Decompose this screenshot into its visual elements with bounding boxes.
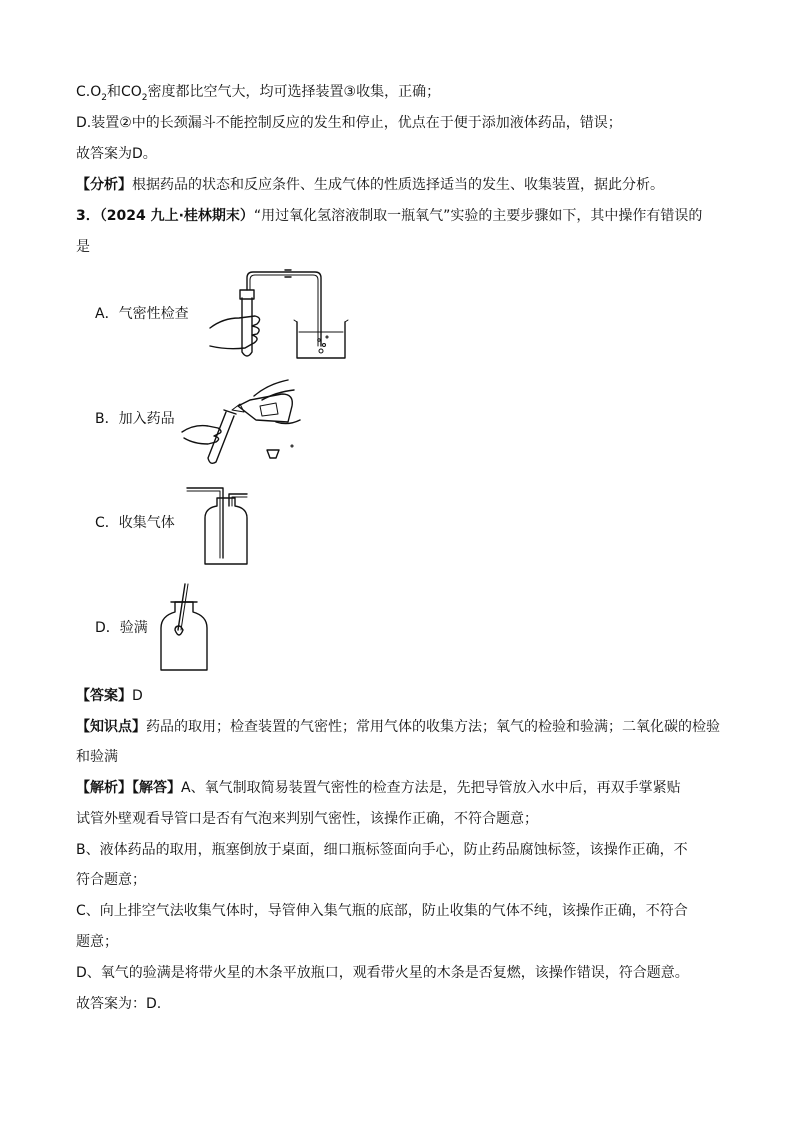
explanation-d: D、氧气的验满是将带火星的木条平放瓶口，观看带火星的木条是否复燃，该操作错误，符合题意。 [76,965,689,981]
final-answer: 故答案为：D. [76,996,162,1012]
option-c-label: C．收集气体 [95,515,175,531]
question-source: （2024 九上·桂林期末） [99,208,254,224]
oxygen-test-figure [155,582,225,674]
text-c-mid: 和CO [106,84,142,100]
gas-collection-figure [185,484,255,566]
add-reagent-figure [178,376,303,468]
knowledge-points [76,717,720,737]
analysis-text: 根据药品的状态和反应条件、生成气体的性质选择适当的发生、收集装置，据此分析。 [132,177,664,193]
text-c-rest: 密度都比空气大，均可选择装置③收集，正确； [147,84,441,100]
option-b-label: B．加入药品 [95,411,175,427]
prev-option-d-explanation: D.装置②中的长颈漏斗不能控制反应的发生和停止，优点在于便于添加液体药品，错误； [76,115,622,131]
question-stem-line2: 是 [76,239,90,255]
question-stem-line1: “用过氧化氢溶液制取一瓶氧气”实验的主要步骤如下，其中操作有错误的 [253,208,703,224]
subscript: 2 [141,92,148,103]
answer-row [76,686,143,706]
question-stem [76,206,702,226]
prev-answer: 故答案为D。 [76,146,157,162]
prev-option-c-explanation [76,82,440,102]
subscript: 2 [101,92,107,103]
explanation-a [76,778,681,798]
explanation-b: B、液体药品的取用，瓶塞倒放于桌面，细口瓶标签面向手心，防止药品腐蚀标签，该操作正确，不 [76,842,688,858]
explanation-b-line2: 符合题意； [76,872,146,888]
option-a-label: A．气密性检查 [95,306,189,322]
text-c-prefix: C.O [76,84,102,100]
explanation-c-line2: 题意； [76,934,118,950]
knowledge-tag: 【知识点】 [76,719,146,735]
explanation-c: C、向上排空气法收集气体时，导管伸入集气瓶的底部，防止收集的气体不纯，该操作正确，不符合 [76,903,688,919]
knowledge-text: 药品的取用；检查装置的气密性；常用气体的收集方法；氧气的检验和验满；二氧化碳的检验 [146,719,720,735]
analysis-tag: 【分析】 [76,177,132,193]
prev-analysis [76,175,664,195]
knowledge-points-line2: 和验满 [76,749,118,765]
answer-value: D [132,688,143,704]
answer-tag: 【答案】 [76,688,132,704]
explanation-tag: 【解析】【解答】 [76,780,181,796]
explanation-a-text: A、氧气制取简易装置气密性的检查方法是，先把导管放入水中后，再双手掌紧贴 [181,780,681,796]
airtightness-check-figure [205,268,355,363]
option-d-label: D．验满 [95,620,148,636]
question-number: 3． [76,208,100,224]
explanation-a-line2: 试管外壁观看导管口是否有气泡来判别气密性，该操作正确，不符合题意； [76,811,538,827]
